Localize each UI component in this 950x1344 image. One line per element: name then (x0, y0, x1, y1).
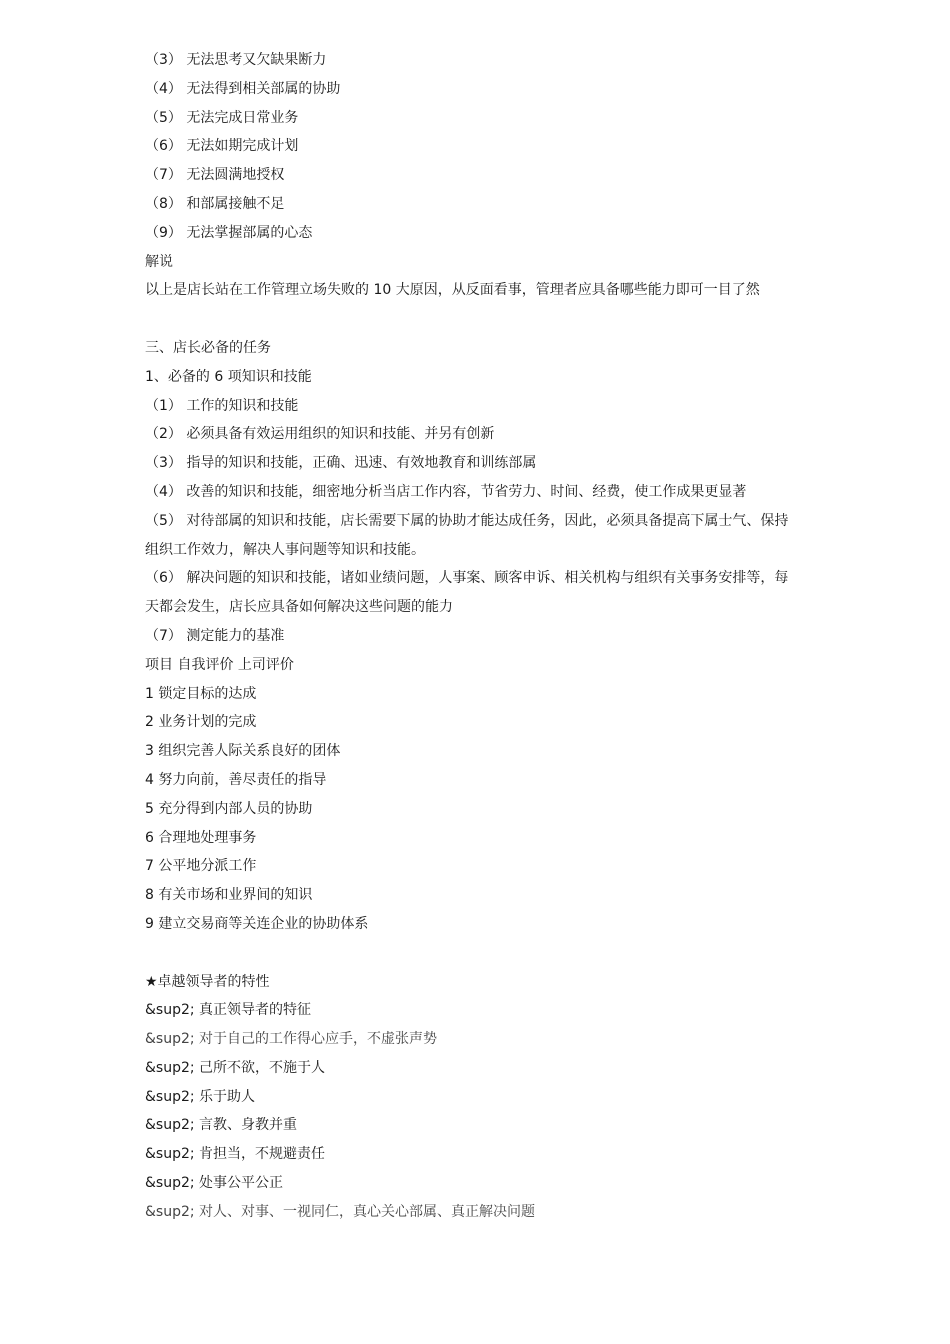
spacer (145, 939, 885, 968)
criteria-item: 4 努力向前，善尽责任的指导 (145, 771, 327, 788)
trait-item: &sup2; 对人、对事、一视同仁，真心关心部属、真正解决问题 (145, 1203, 536, 1220)
list-item: （4） 无法得到相关部属的协助 (145, 80, 341, 97)
subsection-heading: 1、必备的 6 项知识和技能 (145, 368, 312, 385)
table-header: 项目 自我评价 上司评价 (145, 656, 294, 673)
trait-item: &sup2; 对于自己的工作得心应手，不虚张声势 (145, 1031, 438, 1048)
explain-label: 解说 (145, 253, 173, 270)
skill-item: （6） 解决问题的知识和技能，诸如业绩问题，人事案、顾客申诉、相关机构与组织有关事务安排等，每 (145, 570, 789, 587)
list-item: （5） 无法完成日常业务 (145, 109, 299, 126)
criteria-item: 9 建立交易商等关连企业的协助体系 (145, 915, 369, 932)
spacer (145, 305, 885, 334)
skill-item: （3） 指导的知识和技能，正确、迅速、有效地教育和训练部属 (145, 455, 537, 472)
section-heading: 三、店长必备的任务 (145, 339, 271, 356)
trait-item: &sup2; 己所不欲，不施于人 (145, 1059, 326, 1076)
trait-item: &sup2; 乐于助人 (145, 1088, 256, 1105)
trait-item: &sup2; 真正领导者的特征 (145, 1002, 312, 1019)
skill-item-continuation: 组织工作效力，解决人事问题等知识和技能。 (145, 541, 425, 558)
criteria-item: 1 锁定目标的达成 (145, 685, 257, 702)
list-item: （6） 无法如期完成计划 (145, 138, 299, 155)
skill-item: （5） 对待部属的知识和技能，店长需要下属的协助才能达成任务，因此，必须具备提高下属士气、保持 (145, 512, 789, 529)
list-item: （9） 无法掌握部属的心态 (145, 224, 313, 241)
criteria-item: 6 合理地处理事务 (145, 829, 257, 846)
leader-heading: ★卓越领导者的特性 (145, 973, 270, 990)
criteria-item: 3 组织完善人际关系良好的团体 (145, 743, 341, 760)
list-item: （8） 和部属接触不足 (145, 195, 285, 212)
skill-item: （1） 工作的知识和技能 (145, 397, 299, 414)
skill-item: （4） 改善的知识和技能，细密地分析当店工作内容，节省劳力、时间、经费，使工作成果更显著 (145, 483, 747, 500)
list-item: （7） 无法圆满地授权 (145, 167, 285, 184)
skill-item: （2） 必须具备有效运用组织的知识和技能、并另有创新 (145, 426, 495, 443)
trait-item: &sup2; 言教、身教并重 (145, 1117, 298, 1134)
criteria-item: 2 业务计划的完成 (145, 714, 257, 731)
skill-item: （7） 测定能力的基准 (145, 627, 285, 644)
criteria-item: 7 公平地分派工作 (145, 858, 257, 875)
list-item: （3） 无法思考又欠缺果断力 (145, 52, 327, 68)
document-page (145, 46, 885, 1227)
explain-text: 以上是店长站在工作管理立场失败的 10 大原因，从反面看事，管理者应具备哪些能力即可一目了然 (145, 282, 760, 299)
trait-item: &sup2; 处事公平公正 (145, 1175, 284, 1192)
trait-item: &sup2; 肯担当，不规避责任 (145, 1146, 326, 1163)
criteria-item: 5 充分得到内部人员的协助 (145, 800, 313, 817)
criteria-item: 8 有关市场和业界间的知识 (145, 887, 313, 904)
skill-item-continuation: 天都会发生，店长应具备如何解决这些问题的能力 (145, 599, 453, 616)
